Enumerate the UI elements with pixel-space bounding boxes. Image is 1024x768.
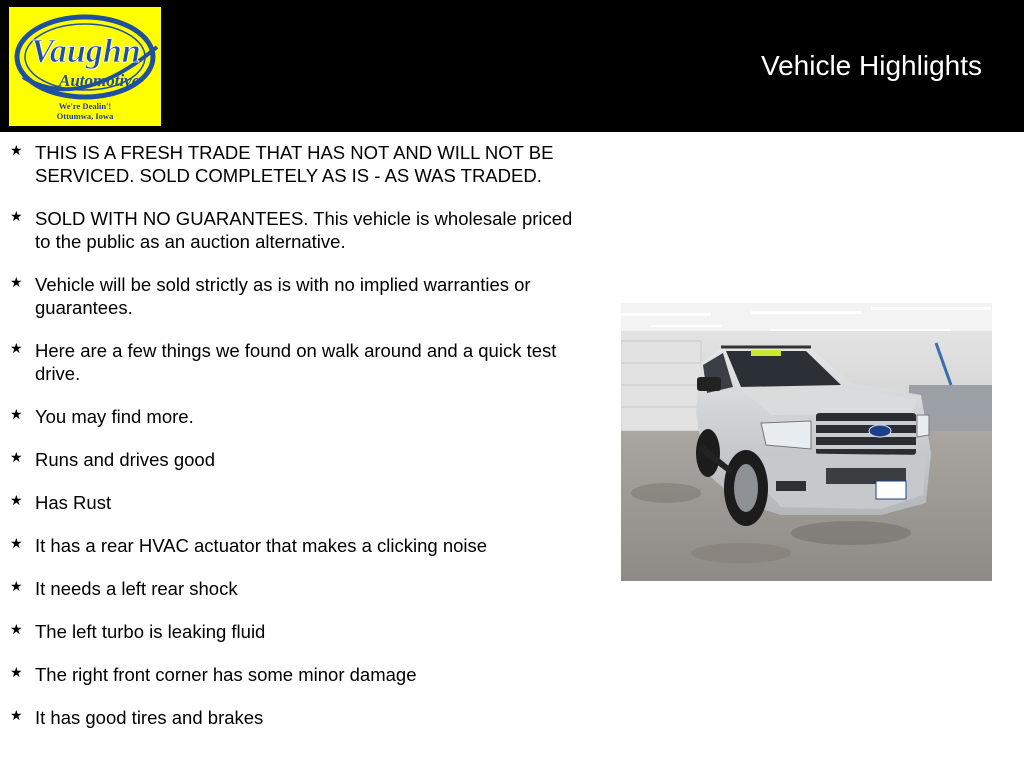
highlight-item	[0, 620, 585, 643]
highlight-text: Has Rust	[35, 492, 112, 513]
star-icon: ★	[10, 142, 23, 158]
star-icon: ★	[10, 208, 23, 224]
star-icon: ★	[10, 274, 23, 290]
star-icon: ★	[10, 621, 23, 637]
star-icon: ★	[10, 406, 23, 422]
highlight-text: Runs and drives good	[35, 449, 215, 470]
highlight-item	[0, 405, 585, 428]
highlight-text: The right front corner has some minor damage	[35, 664, 417, 685]
page-title: Vehicle Highlights	[760, 50, 982, 81]
vehicle-photo-illustration	[621, 303, 992, 581]
highlight-item	[0, 534, 585, 557]
dealer-logo	[9, 7, 161, 126]
highlight-text: It has good tires and brakes	[35, 707, 264, 728]
highlight-item	[0, 706, 585, 729]
vehicle-photo	[621, 303, 992, 581]
highlight-item	[0, 491, 585, 514]
star-icon: ★	[10, 707, 23, 723]
logo-location: Ottumwa, Iowa	[56, 111, 114, 121]
logo-tagline: We're Dealin'!	[58, 101, 112, 111]
star-icon: ★	[10, 535, 23, 551]
highlight-item	[0, 448, 585, 471]
highlight-text: You may find more.	[35, 406, 194, 427]
highlight-text: Vehicle will be sold strictly as is with no implied warranties or guarantees.	[35, 274, 531, 318]
highlight-text: Here are a few things we found on walk around and a quick test drive.	[35, 340, 557, 384]
highlight-item	[0, 663, 585, 686]
star-icon: ★	[10, 449, 23, 465]
logo-brand-line2: Automotive	[59, 71, 140, 90]
highlight-text: SOLD WITH NO GUARANTEES. This vehicle is wholesale priced to the public as an auction alternative.	[35, 208, 573, 252]
highlight-item	[0, 577, 585, 600]
logo-brand-line1: Vaughn	[31, 33, 141, 70]
highlight-text: It needs a left rear shock	[35, 578, 238, 599]
highlights-list	[0, 141, 585, 749]
page-header	[0, 0, 1024, 132]
highlight-text: THIS IS A FRESH TRADE THAT HAS NOT AND WILL NOT BE SERVICED. SOLD COMPLETELY AS IS - AS WAS TRADED.	[35, 142, 554, 186]
highlight-item	[0, 339, 585, 385]
highlight-text: The left turbo is leaking fluid	[35, 621, 266, 642]
highlight-item	[0, 141, 585, 187]
highlight-item	[0, 273, 585, 319]
star-icon: ★	[10, 578, 23, 594]
highlight-item	[0, 207, 585, 253]
star-icon: ★	[10, 492, 23, 508]
star-icon: ★	[10, 664, 23, 680]
highlight-text: It has a rear HVAC actuator that makes a clicking noise	[35, 535, 488, 556]
star-icon: ★	[10, 340, 23, 356]
